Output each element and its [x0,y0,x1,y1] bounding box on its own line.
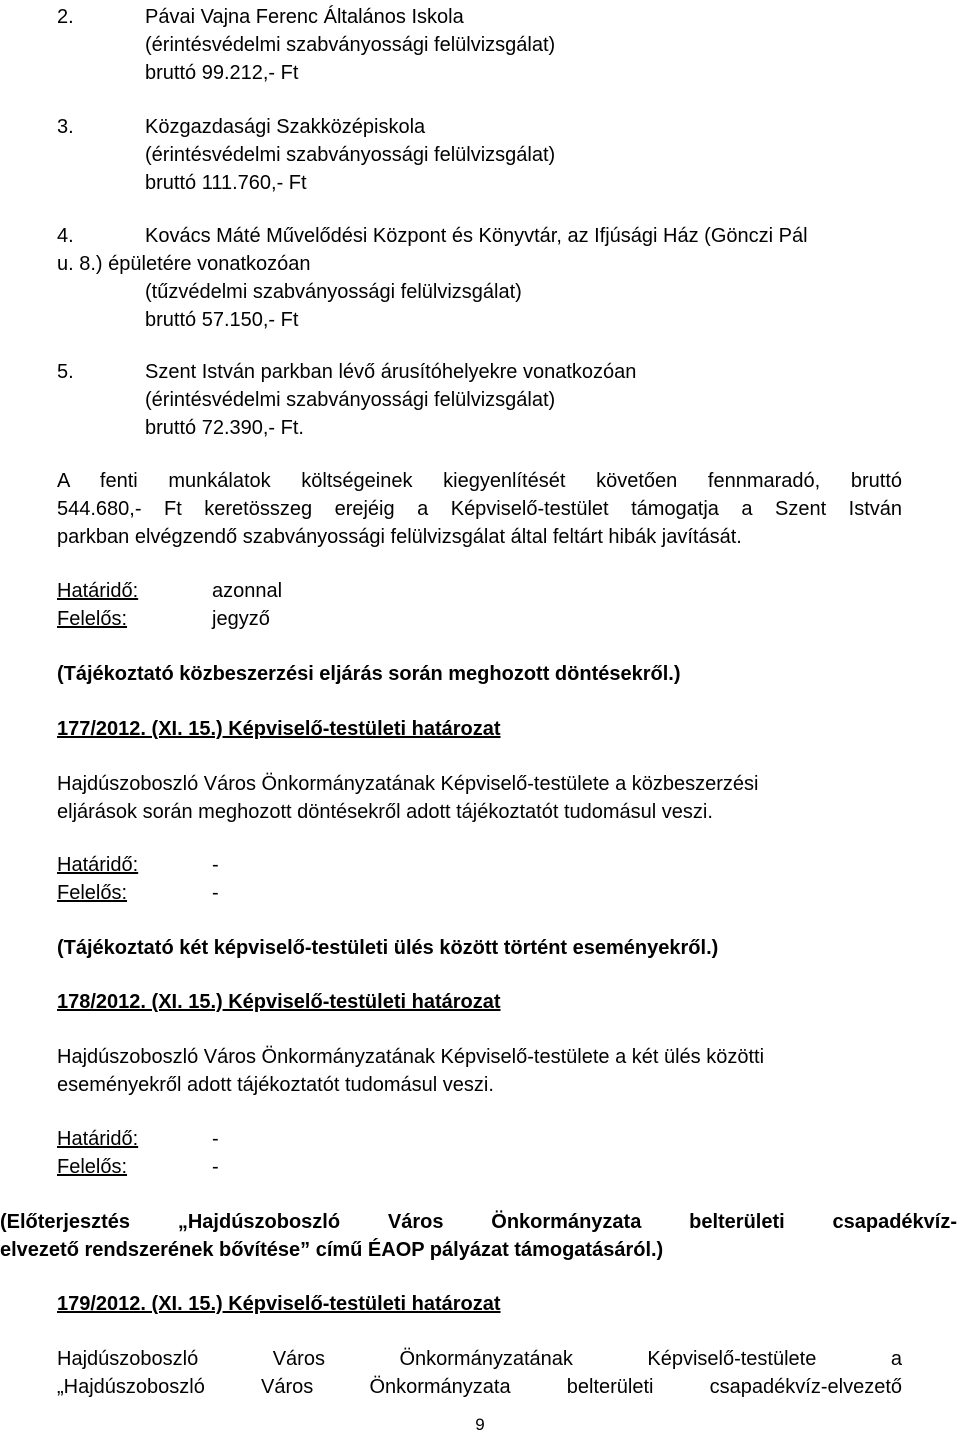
responsible-value: jegyző [212,608,270,630]
resolution-title: 179/2012. (XI. 15.) Képviselő-testületi határozat [57,1293,501,1315]
deadline-value: - [212,854,219,876]
deadline-label: Határidő: [57,580,139,602]
paragraph-line: A fenti munkálatok költségeinek kiegyenlítését követően fennmaradó, bruttó [57,470,902,492]
paragraph-line: „Hajdúszoboszló Város Önkormányzata belterületi csapadékvíz-elvezető [57,1376,902,1398]
list-item-line: (tűzvédelmi szabványossági felülvizsgálat) [145,281,522,303]
list-item-3 [57,113,937,197]
deadline-value: azonnal [212,580,283,602]
responsible-label: Felelős: [57,1156,128,1178]
paragraph-line: Hajdúszoboszló Város Önkormányzatának Képviselő-testülete a közbeszerzési [57,773,759,795]
paragraph-line: 544.680,- Ft keretösszeg erejéig a Képviselő-testület támogatja a Szent István [57,498,902,520]
resolution-title: 177/2012. (XI. 15.) Képviselő-testületi határozat [57,718,501,740]
cost-paragraph [57,467,902,551]
list-item-5 [57,358,937,442]
responsible-label: Felelős: [57,608,128,630]
list-item-line: u. 8.) épületére vonatkozóan [57,253,311,275]
paragraph-line: eseményekről adott tájékoztatót tudomásul veszi. [57,1074,494,1096]
list-item-line: bruttó 111.760,- Ft [145,172,307,194]
deadline-responsible-block [57,851,219,907]
list-item-2 [57,3,937,87]
responsible-value: - [212,882,219,904]
resolution-text [57,1345,902,1401]
heading-line: (Előterjesztés „Hajdúszoboszló Város Önkormányzata belterületi csapadékvíz- [0,1211,957,1233]
list-item-line: (érintésvédelmi szabványossági felülvizsgálat) [145,144,556,166]
responsible-row [57,879,219,907]
list-item-line: Pávai Vajna Ferenc Általános Iskola [145,6,464,28]
list-item-line: Közgazdasági Szakközépiskola [145,116,426,138]
deadline-responsible-block [57,577,282,633]
list-item-number: 4. [57,225,74,247]
list-item-line: (érintésvédelmi szabványossági felülvizsgálat) [145,389,556,411]
responsible-row [57,1153,219,1181]
resolution-text [57,770,902,826]
paragraph-line: Hajdúszoboszló Város Önkormányzatának Képviselő-testülete a [57,1348,902,1370]
resolution-text [57,1043,902,1099]
deadline-value: - [212,1128,219,1150]
list-item-line: bruttó 99.212,- Ft [145,62,299,84]
list-item-line: (érintésvédelmi szabványossági felülvizsgálat) [145,34,556,56]
responsible-row [57,605,282,633]
list-item-number: 3. [57,116,74,138]
list-item-line: Kovács Máté Művelődési Központ és Könyvtár, az Ifjúsági Ház (Gönczi Pál [145,225,808,247]
list-item-number: 2. [57,6,74,28]
list-item-line: Szent István parkban lévő árusítóhelyekre vonatkozóan [145,361,637,383]
list-item-line: bruttó 57.150,- Ft [145,309,299,331]
deadline-label: Határidő: [57,1128,139,1150]
deadline-row [57,577,282,605]
list-item-4 [57,222,937,334]
section-heading: (Tájékoztató közbeszerzési eljárás során meghozott döntésekről.) [57,663,681,685]
paragraph-line: parkban elvégzendő szabványossági felülvizsgálat által feltárt hibák javítását. [57,526,742,548]
responsible-label: Felelős: [57,882,128,904]
section-heading: (Tájékoztató két képviselő-testületi ülés között történt eseményekről.) [57,937,719,959]
section-heading [0,1208,957,1264]
heading-line: elvezető rendszerének bővítése” című ÉAOP pályázat támogatásáról.) [0,1239,664,1261]
deadline-row [57,1125,219,1153]
deadline-label: Határidő: [57,854,139,876]
paragraph-line: Hajdúszoboszló Város Önkormányzatának Képviselő-testülete a két ülés közötti [57,1046,765,1068]
deadline-row [57,851,219,879]
page-number: 9 [475,1415,485,1434]
resolution-title: 178/2012. (XI. 15.) Képviselő-testületi határozat [57,991,501,1013]
deadline-responsible-block [57,1125,219,1181]
paragraph-line: eljárások során meghozott döntésekről adott tájékoztatót tudomásul veszi. [57,801,713,823]
list-item-line: bruttó 72.390,- Ft. [145,417,304,439]
responsible-value: - [212,1156,219,1178]
list-item-number: 5. [57,361,74,383]
